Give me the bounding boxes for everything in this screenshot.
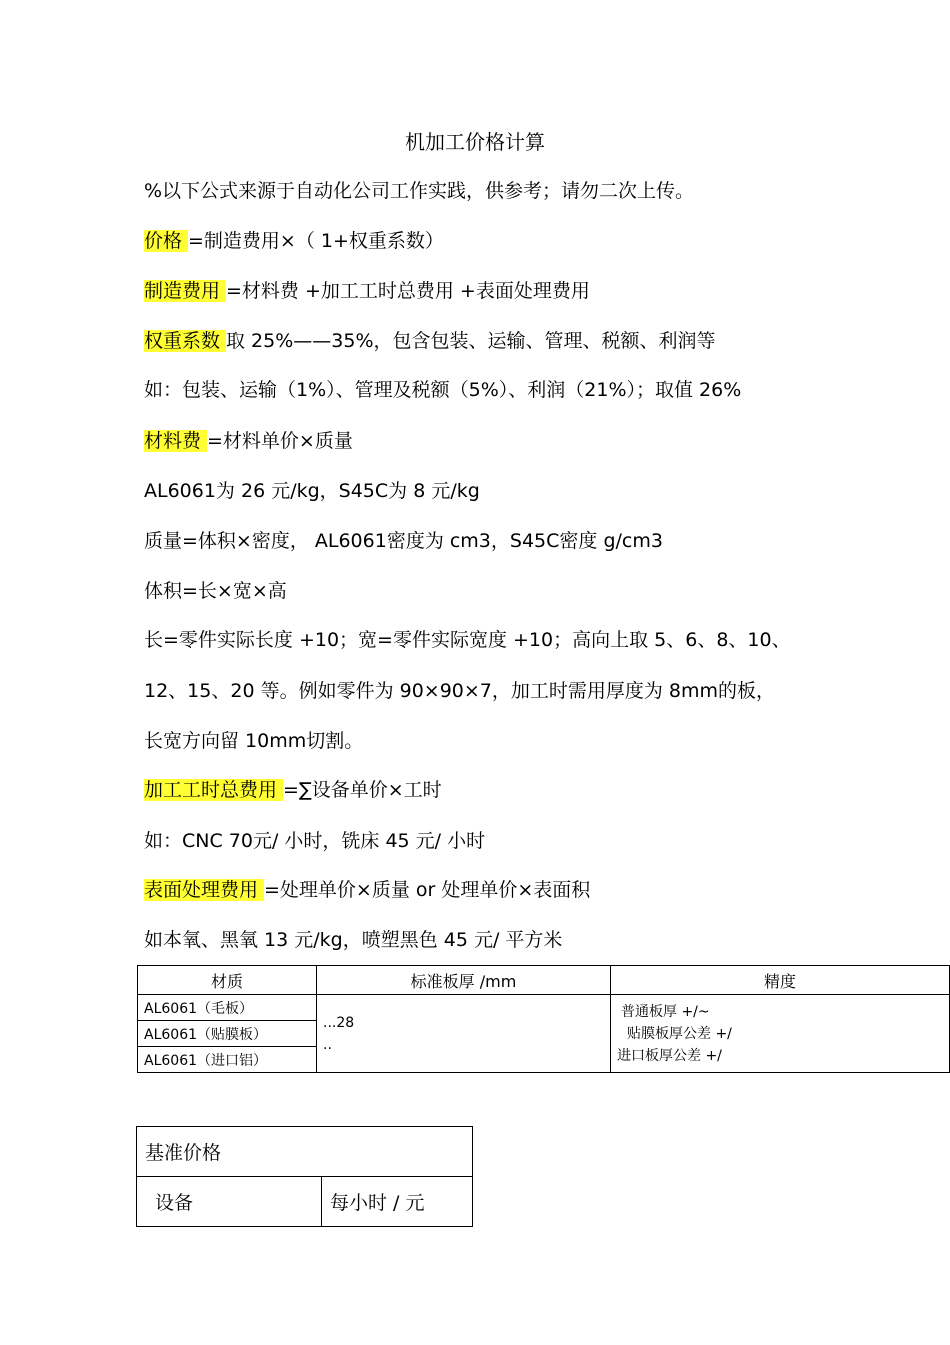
volume-formula: 体积=长×宽×高 [144,580,287,602]
manufacturing-cost-formula-text: =材料费 +加工工时总费用 +表面处理费用 [226,280,590,302]
weight-coefficient-term: 权重系数 [144,330,226,352]
base-price-table [136,1126,473,1227]
dimension-rule-3: 长宽方向留 10mm切割。 [144,730,364,752]
table-row [137,1177,473,1227]
surface-cost-term: 表面处理费用 [144,879,264,901]
hourly-rate-header: 每小时 / 元 [322,1177,473,1227]
thickness-line: ...28 [323,1014,355,1031]
weight-coefficient-formula-text: 取 25%——35%，包含包装、运输、管理、税额、利润等 [226,330,716,352]
price-formula-text: =制造费用×（ 1+权重系数） [188,230,444,252]
precision-line: 普通板厚 +/~ [621,1003,710,1020]
mass-formula: 质量=体积×密度， AL6061密度为 cm3，S45C密度 g/cm3 [144,530,663,552]
manufacturing-cost-term: 制造费用 [144,280,226,302]
precision-cell [611,995,950,1073]
material-cost-term: 材料费 [144,430,207,452]
surface-example: 如本氧、黑氧 13 元/kg，喷塑黑色 45 元/ 平方米 [144,929,563,951]
material-cell: AL6061（进口铝） [138,1047,317,1073]
material-spec-table [137,965,950,1073]
table-row [137,1127,473,1177]
thickness-cell [317,995,611,1073]
equipment-header: 设备 [137,1177,322,1227]
weight-coefficient-formula [144,326,716,356]
manufacturing-cost-formula [144,276,590,306]
dimension-rule-1: 长=零件实际长度 +10；宽=零件实际宽度 +10；高向上取 5、6、8、10、 [144,629,791,651]
thickness-line: .. [323,1036,332,1053]
header-thickness: 标准板厚 /mm [317,966,611,995]
precision-line: 进口板厚公差 +/ [617,1047,722,1064]
material-cell: AL6061（贴膜板） [138,1021,317,1047]
header-material: 材质 [138,966,317,995]
labor-cost-formula [144,775,442,805]
labor-example: 如：CNC 70元/ 小时，铣床 45 元/ 小时 [144,830,486,852]
labor-cost-formula-text: =∑设备单价×工时 [283,779,442,801]
material-cell: AL6061（毛板） [138,995,317,1021]
table-row [138,995,950,1021]
labor-cost-term: 加工工时总费用 [144,779,283,801]
price-term: 价格 [144,230,188,252]
dimension-rule-2: 12、15、20 等。例如零件为 90×90×7，加工时需用厚度为 8mm的板， [144,680,776,702]
price-formula [144,226,444,256]
surface-cost-formula [144,875,590,905]
weight-example: 如：包装、运输（1%）、管理及税额（5%）、利润（21%）；取值 26% [144,379,742,401]
material-cost-formula-text: =材料单价×质量 [207,430,353,452]
page-title: 机加工价格计算 [405,130,545,154]
table-header-row [138,966,950,995]
material-cost-formula [144,426,353,456]
base-price-title: 基准价格 [137,1127,473,1177]
header-precision: 精度 [611,966,950,995]
precision-line: 贴膜板厚公差 +/ [627,1025,732,1042]
surface-cost-formula-text: =处理单价×质量 or 处理单价×表面积 [264,879,591,901]
material-prices: AL6061为 26 元/kg，S45C为 8 元/kg [144,480,480,502]
intro-note: %以下公式来源于自动化公司工作实践，供参考；请勿二次上传。 [144,180,695,202]
